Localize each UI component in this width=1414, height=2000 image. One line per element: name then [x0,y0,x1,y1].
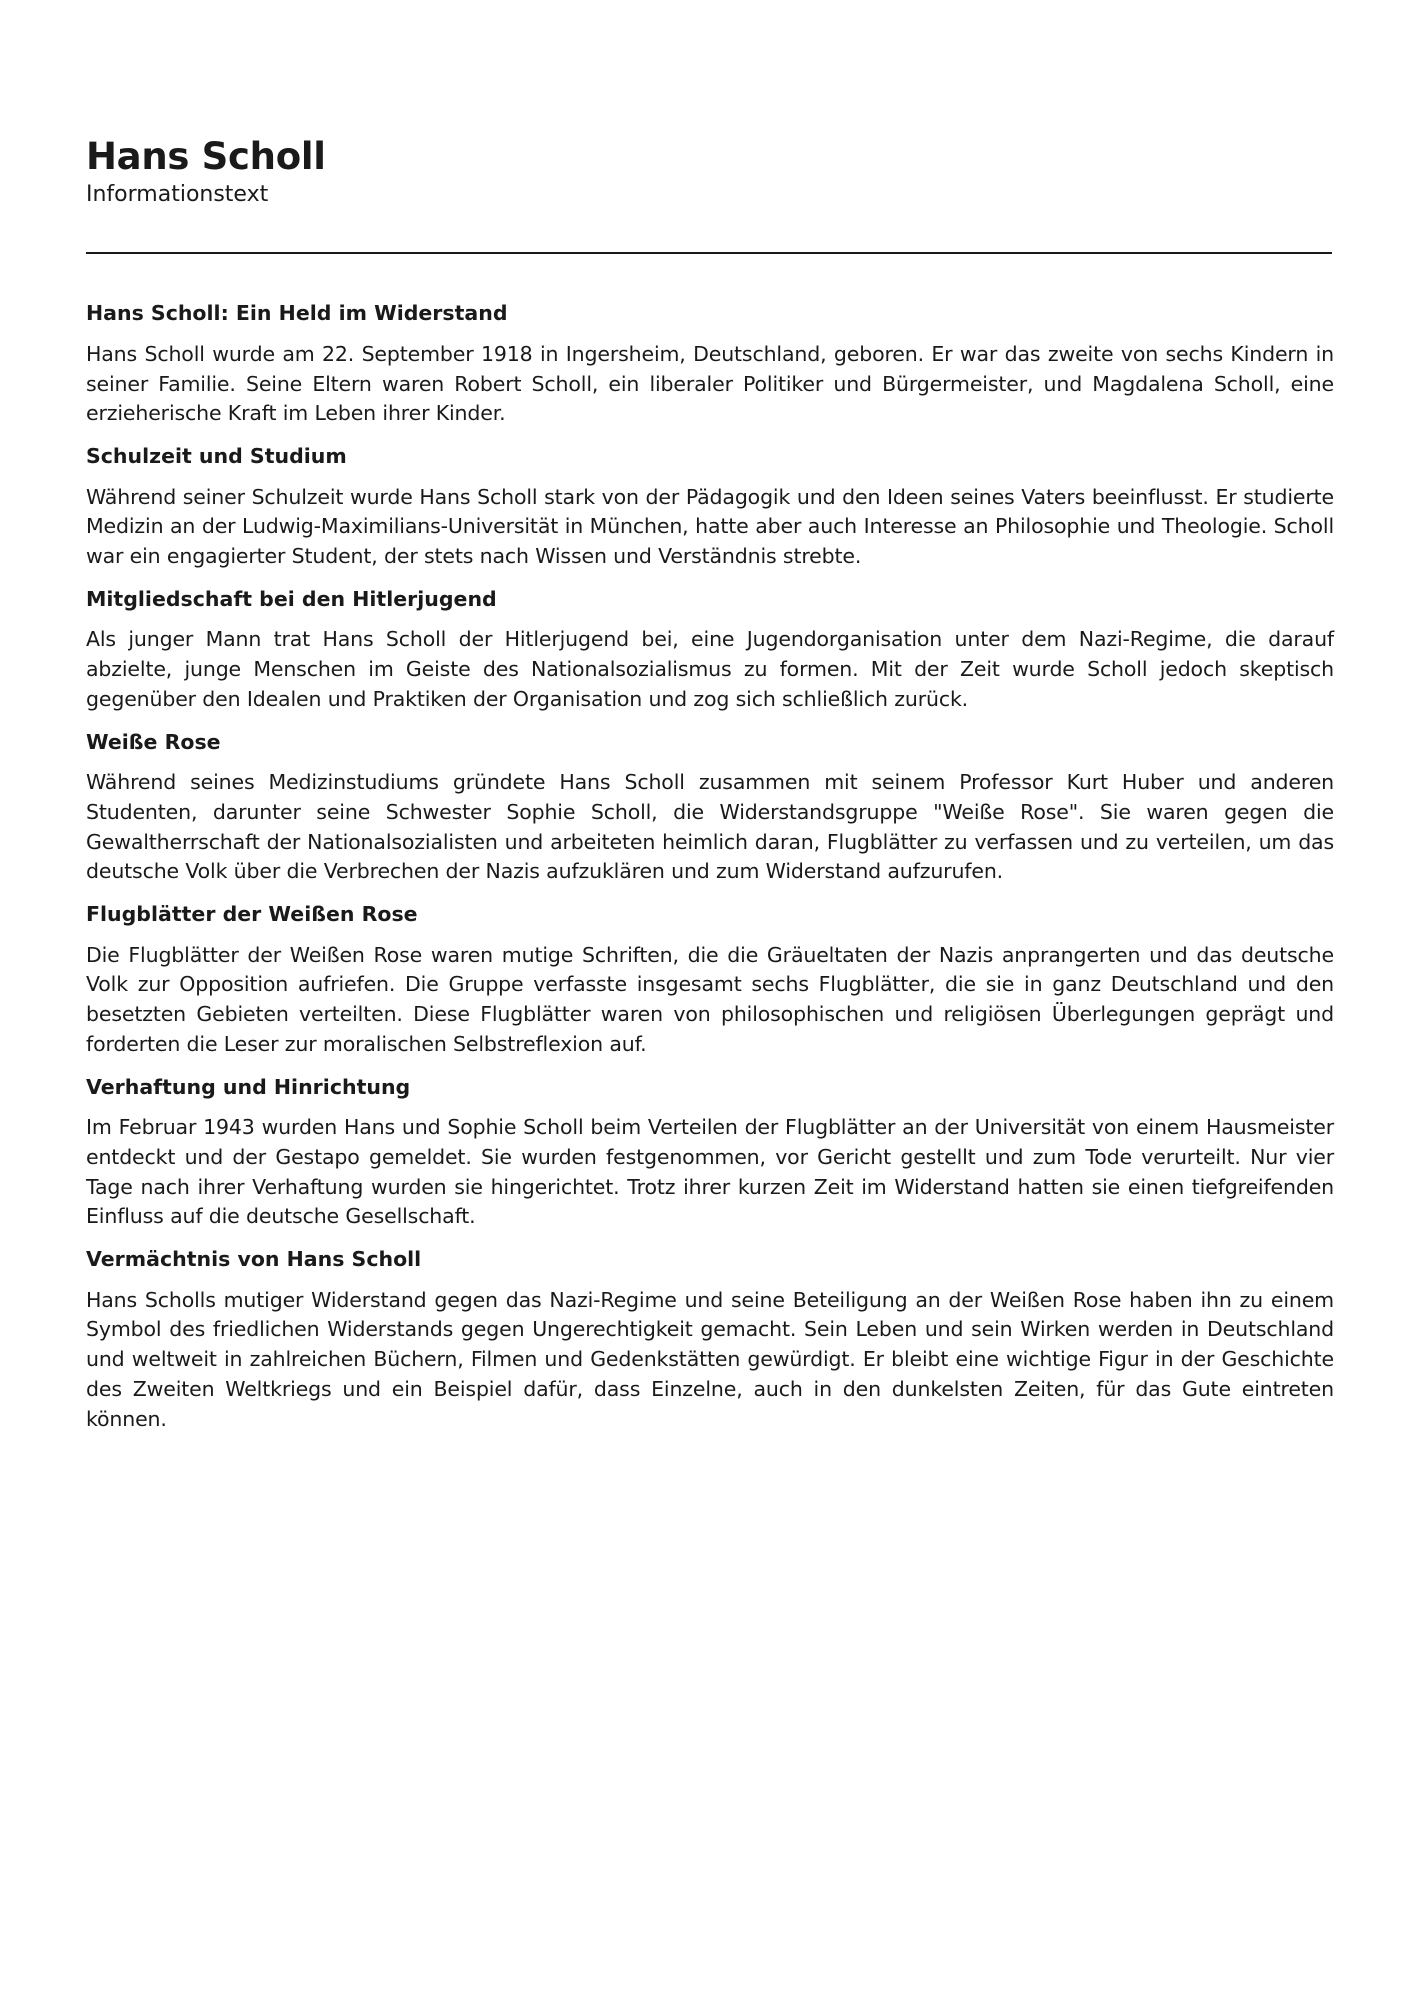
document-page [86,136,1334,1448]
section-schulzeit [86,443,1334,572]
section-heading: Schulzeit und Studium [86,443,347,468]
section-heading: Flugblätter der Weißen Rose [86,902,418,927]
section-weisse-rose [86,729,1334,888]
page-subtitle: Informationstext [86,181,269,207]
page-title: Hans Scholl [86,135,326,178]
section-hitlerjugend [86,586,1334,715]
section-body: Hans Scholl wurde am 22. September 1918 in Ingersheim, Deutschland, geboren. Er war das zweite von sechs Kindern in seiner Familie. Seine Eltern waren Robert Scholl, ein liberaler Politiker und Bürgermeister, und Magdalena Scholl, eine erzieherische Kraft im Leben ihrer Kinder. [86,341,1334,426]
section-heading: Vermächtnis von Hans Scholl [86,1247,422,1272]
section-body: Die Flugblätter der Weißen Rose waren mutige Schriften, die die Gräueltaten der Nazis anprangerten und das deutsche Volk zur Opposition aufriefen. Die Gruppe verfasste insgesamt sechs Flugblätter, die sie in ganz Deutschland und den besetzten Gebieten verteilten. Diese Flugblätter waren von philosophischen und religiösen Überlegungen geprägt und forderten die Leser zur moralischen Selbstreflexion auf. [86,942,1334,1056]
section-body: Hans Scholls mutiger Widerstand gegen das Nazi-Regime und seine Beteiligung an der Weißen Rose haben ihn zu einem Symbol des friedlichen Widerstands gegen Ungerechtigkeit gemacht. Sein Leben und sein Wirken werden in Deutschland und weltweit in zahlreichen Büchern, Filmen und Gedenkstätten gewürdigt. Er bleibt eine wichtige Figur in der Geschichte des Zweiten Weltkriegs und ein Beispiel dafür, dass Einzelne, auch in den dunkelsten Zeiten, für das Gute eintreten können. [86,1287,1334,1431]
section-body: Während seines Medizinstudiums gründete Hans Scholl zusammen mit seinem Professor Kurt Huber und anderen Studenten, darunter seine Schwester Sophie Scholl, die Widerstandsgruppe "Weiße Rose". Sie waren gegen die Gewaltherrschaft der Nationalsozialisten und arbeiteten heimlich daran, Flugblätter zu verfassen und zu verteilen, um das deutsche Volk über die Verbrechen der Nazis aufzuklären und zum Widerstand aufzurufen. [86,770,1334,884]
header-divider [86,252,1332,254]
sections-container [86,300,1334,1434]
section-vermaechtnis [86,1246,1334,1434]
section-heading: Weiße Rose [86,729,221,754]
section-verhaftung [86,1074,1334,1233]
section-flugblaetter [86,901,1334,1060]
section-body: Während seiner Schulzeit wurde Hans Scholl stark von der Pädagogik und den Ideen seines Vaters beeinflusst. Er studierte Medizin an der Ludwig-Maximilians-Universität in München, hatte aber auch Interesse an Philosophie und Theologie. Scholl war ein engagierter Student, der stets nach Wissen und Verständnis strebte. [86,484,1334,569]
section-intro [86,300,1334,429]
section-heading: Mitgliedschaft bei den Hitlerjugend [86,586,497,611]
section-heading: Verhaftung und Hinrichtung [86,1074,411,1099]
section-body: Im Februar 1943 wurden Hans und Sophie Scholl beim Verteilen der Flugblätter an der Universität von einem Hausmeister entdeckt und der Gestapo gemeldet. Sie wurden festgenommen, vor Gericht gestellt und zum Tode verurteilt. Nur vier Tage nach ihrer Verhaftung wurden sie hingerichtet. Trotz ihrer kurzen Zeit im Widerstand hatten sie einen tiefgreifenden Einfluss auf die deutsche Gesellschaft. [86,1115,1334,1229]
section-heading: Hans Scholl: Ein Held im Widerstand [86,301,508,326]
section-body: Als junger Mann trat Hans Scholl der Hitlerjugend bei, eine Jugendorganisation unter dem Nazi-Regime, die darauf abzielte, junge Menschen im Geiste des Nationalsozialismus zu formen. Mit der Zeit wurde Scholl jedoch skeptisch gegenüber den Idealen und Praktiken der Organisation und zog sich schließlich zurück. [86,627,1334,711]
